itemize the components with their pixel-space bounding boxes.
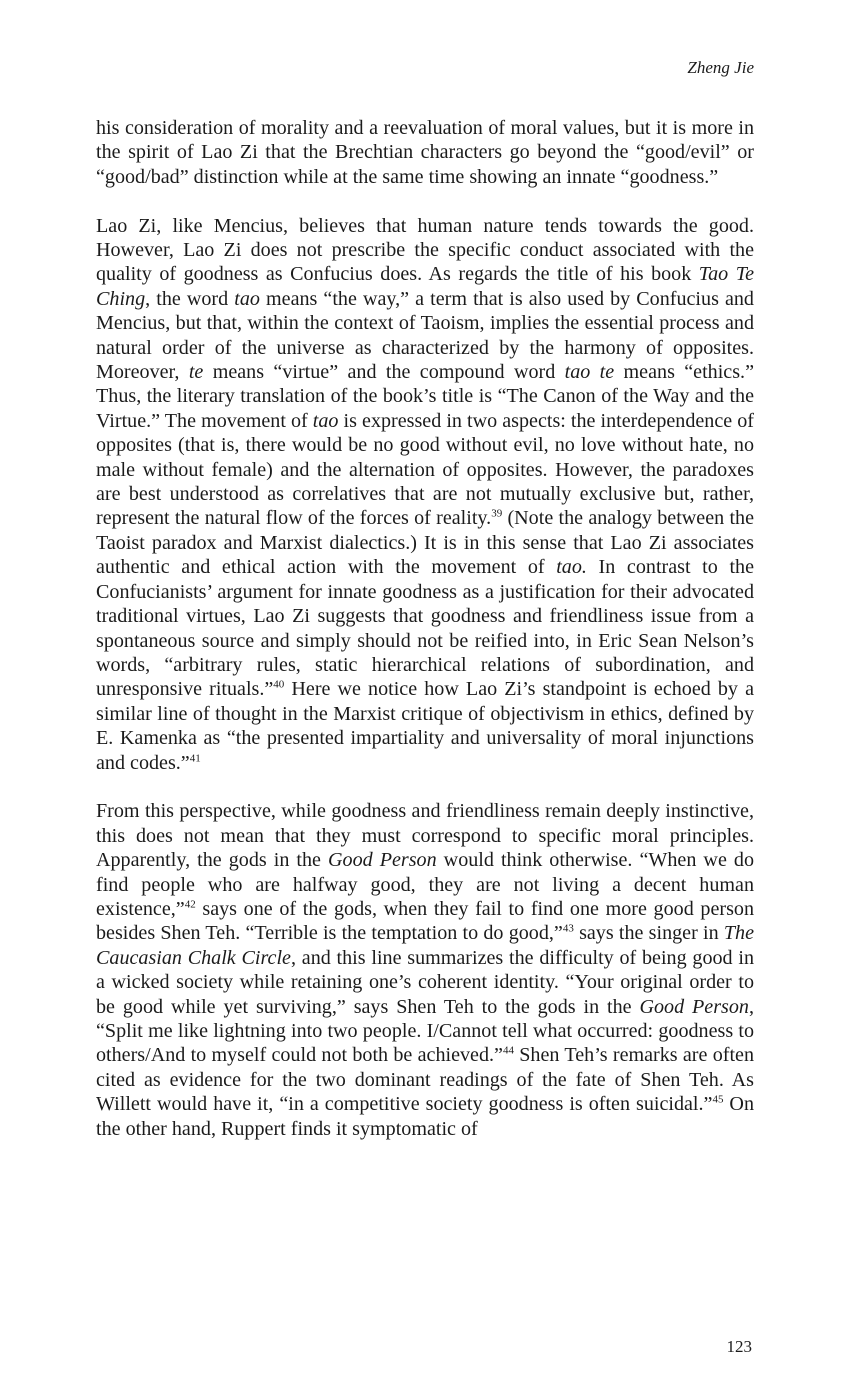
- italic-text: tao te: [564, 361, 615, 384]
- paragraph: [96, 799, 754, 1141]
- italic-text: tao.: [556, 556, 587, 579]
- footnote-marker: 39: [491, 507, 503, 520]
- text-run: says one of the gods, when they fail to find one more good person besides Shen Teh. “Terrible is the temptation to do good,”: [96, 897, 754, 945]
- text-run: his consideration of morality and a reevaluation of moral values, but it is more in the spirit of Lao Zi that the Brechtian characters go beyond the “good/evil” or “good/bad” distinction while at the same time showing an innate “goodness.”: [96, 117, 754, 188]
- footnote-marker: 43: [562, 922, 574, 935]
- text-run: , the word: [145, 287, 235, 310]
- paragraph: [96, 116, 754, 189]
- italic-text: tao: [234, 287, 260, 310]
- text-run: From this perspective, while goodness and friendliness remain deeply instinctive, this does not mean that they must correspond to specific moral principles. Apparently, the gods in the: [96, 800, 754, 872]
- text-run: , and this line summarizes the difficulty of being good in a wicked society while retaining one’s coherent identity. “Your original order to be good while yet surviving,” says Shen Teh to the gods in the: [96, 946, 754, 1018]
- italic-text: tao: [312, 409, 339, 432]
- footnote-marker: 42: [184, 898, 196, 911]
- footnote-marker: 41: [189, 751, 201, 764]
- italic-text: Good Person: [639, 995, 749, 1018]
- text-run: On the other hand, Ruppert finds it symptomatic of: [96, 1093, 754, 1140]
- text-run: means “ethics.” Thus, the literary translation of the book’s title is “The Canon of the Way and the Virtue.” The movement of: [96, 361, 754, 432]
- body-text: [96, 116, 754, 1165]
- text-run: Here we notice how Lao Zi’s standpoint is echoed by a similar line of thought in the Marxist critique of objectivism in ethics, defined by E. Kamenka as “the presented impartiality and universality of moral injunctions and codes.”: [96, 678, 754, 774]
- italic-text: The Caucasian Chalk Circle: [96, 922, 755, 969]
- footnote-marker: 40: [273, 678, 285, 691]
- page-number: 123: [726, 1337, 752, 1356]
- footnote-marker: 45: [712, 1093, 724, 1106]
- text-run: would think otherwise. “When we do find people who are halfway good, they are not living a decent human existence,”: [96, 849, 754, 920]
- italic-text: te: [188, 361, 204, 384]
- text-run: Lao Zi, like Mencius, believes that human nature tends towards the good. However, Lao Zi does not prescribe the specific conduct associated with the quality of goodness as Confucius does. As regards the title of his book: [96, 214, 754, 286]
- text-run: means “the way,” a term that is also used by Confucius and Mencius, but that, within the context of Taoism, implies the essential process and natural order of the universe as characterized by the harmony of opposites. Moreover,: [96, 287, 754, 384]
- italic-text: Good Person: [328, 849, 437, 872]
- running-header-author: Zheng Jie: [687, 58, 754, 77]
- text-run: , “Split me like lightning into two people. I/Cannot tell what occurred: goodness to others/And to myself could not both be achieved.”: [96, 995, 754, 1067]
- text-run: says the singer in: [573, 922, 724, 945]
- footnote-marker: 44: [502, 1044, 514, 1057]
- italic-text: Tao Te Ching: [96, 263, 754, 310]
- text-run: means “virtue” and the compound word: [203, 361, 565, 384]
- text-run: In contrast to the Confucianists’ argument for innate goodness as a justification for their advocated traditional virtues, Lao Zi suggests that goodness and friendliness issue from a spontaneous source and simply should not be reified into, in Eric Sean Nelson’s words, “arbitrary rules, static hierarchical relations of subordination, and unresponsive rituals.”: [96, 556, 754, 701]
- paragraph: [96, 214, 754, 775]
- text-run: is expressed in two aspects: the interdependence of opposites (that is, there would be no good without evil, no love without hate, no male without female) and the alternation of opposites. However, the paradoxes are best understood as correlatives that are not mutually exclusive but, rather, represent the natural flow of the forces of reality.: [96, 409, 754, 530]
- text-run: (Note the analogy between the Taoist paradox and Marxist dialectics.) It is in this sense that Lao Zi associates authentic and ethical action with the movement of: [96, 507, 754, 579]
- text-run: Shen Teh’s remarks are often cited as evidence for the two dominant readings of the fate of Shen Teh. As Willett would have it, “in a competitive society goodness is often suicidal.”: [96, 1044, 754, 1116]
